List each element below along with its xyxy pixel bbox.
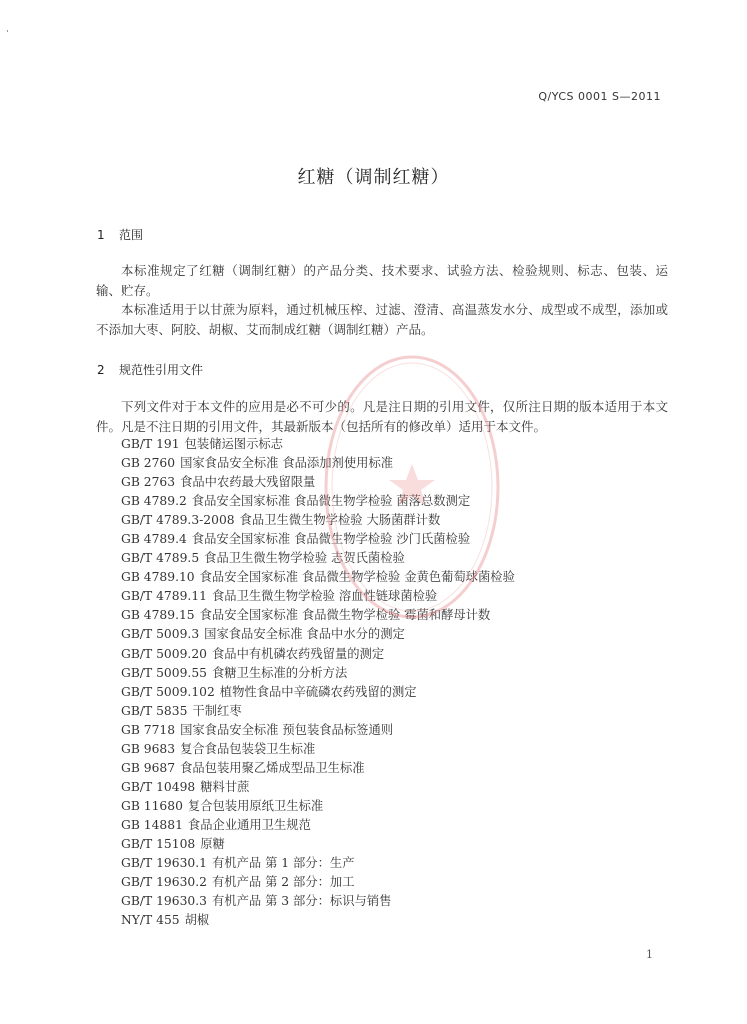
reference-title: 包装储运图示标志 bbox=[184, 437, 283, 451]
reference-title: 复合食品包装袋卫生标准 bbox=[180, 741, 316, 756]
reference-item bbox=[121, 492, 515, 511]
reference-item bbox=[121, 854, 515, 873]
reference-code: GB 14881 bbox=[121, 817, 183, 832]
section-1-title: 范围 bbox=[119, 228, 144, 242]
reference-title: 食品安全国家标准 食品微生物学检验 沙门氏菌检验 bbox=[191, 532, 471, 547]
reference-code: GB/T 19630.3 bbox=[121, 894, 207, 909]
reference-item bbox=[121, 473, 515, 492]
reference-title: 食品安全国家标准 食品微生物学检验 菌落总数测定 bbox=[191, 494, 471, 509]
reference-code: GB/T 5009.55 bbox=[121, 665, 207, 680]
section-1-heading bbox=[97, 226, 143, 243]
reference-title: 食品包装用聚乙烯成型品卫生标准 bbox=[180, 760, 365, 775]
reference-item bbox=[121, 797, 515, 816]
reference-title: 食品中农药最大残留限量 bbox=[180, 475, 316, 490]
reference-item bbox=[121, 625, 515, 644]
page-number: 1 bbox=[646, 948, 653, 961]
reference-item bbox=[121, 911, 515, 930]
reference-code: GB/T 4789.3-2008 bbox=[121, 513, 235, 528]
reference-item bbox=[121, 721, 515, 740]
reference-item bbox=[121, 892, 515, 911]
reference-title: 有机产品 第 1 部分：生产 bbox=[211, 856, 355, 871]
reference-item bbox=[121, 683, 515, 702]
standard-code: Q/YCS 0001 S—2011 bbox=[538, 90, 661, 103]
reference-title: 食品卫生微生物学检验 志贺氏菌检验 bbox=[204, 551, 405, 566]
section-2-title: 规范性引用文件 bbox=[119, 363, 204, 377]
reference-item bbox=[121, 568, 515, 587]
reference-item bbox=[121, 435, 515, 454]
reference-title: 糖料甘蔗 bbox=[200, 779, 250, 794]
reference-code: GB 11680 bbox=[121, 798, 183, 813]
reference-code: GB/T 4789.11 bbox=[121, 589, 207, 604]
reference-title: 食品卫生微生物学检验 大肠菌群计数 bbox=[239, 513, 441, 528]
reference-item bbox=[121, 778, 515, 797]
reference-title: 国家食品安全标准 预包装食品标签通则 bbox=[180, 722, 394, 737]
reference-title: 食品卫生微生物学检验 溶血性链球菌检验 bbox=[211, 589, 438, 604]
section-1-paragraph-1: 本标准规定了红糖（调制红糖）的产品分类、技术要求、试验方法、检验规则、标志、包装、运输、贮存。 bbox=[96, 263, 668, 298]
reference-code: GB/T 5009.102 bbox=[121, 684, 215, 699]
scan-mark bbox=[7, 30, 8, 32]
reference-title: 食糖卫生标准的分析方法 bbox=[211, 665, 348, 680]
reference-title: 国家食品安全标准 食品中水分的测定 bbox=[204, 627, 405, 642]
reference-item bbox=[121, 606, 515, 625]
reference-code: GB/T 4789.5 bbox=[121, 551, 200, 566]
reference-title: 有机产品 第 3 部分：标识与销售 bbox=[211, 894, 392, 909]
reference-title: 胡椒 bbox=[184, 913, 210, 928]
document-title: 红糖（调制红糖） bbox=[297, 167, 450, 188]
reference-item bbox=[121, 664, 515, 683]
reference-item bbox=[121, 873, 515, 892]
reference-code: GB 4789.4 bbox=[121, 532, 187, 547]
reference-code: GB/T 19630.2 bbox=[121, 875, 207, 890]
reference-code: GB 2760 bbox=[121, 456, 176, 471]
reference-title: 植物性食品中辛硫磷农药残留的测定 bbox=[219, 684, 417, 699]
reference-code: GB/T 15108 bbox=[121, 836, 196, 851]
reference-title: 食品安全国家标准 食品微生物学检验 金黄色葡萄球菌检验 bbox=[199, 570, 515, 585]
reference-code: GB/T 10498 bbox=[121, 779, 196, 794]
reference-item bbox=[121, 835, 515, 854]
reference-code: NY/T 455 bbox=[121, 913, 180, 928]
section-1-paragraph-2: 本标准适用于以甘蔗为原料，通过机械压榨、过滤、澄清、高温蒸发水分、成型或不成型，添加或不添加大枣、阿胶、胡椒、艾而制成红糖（调制红糖）产品。 bbox=[96, 302, 668, 337]
reference-item bbox=[121, 454, 515, 473]
reference-title: 有机产品 第 2 部分：加工 bbox=[211, 875, 355, 890]
reference-code: GB 7718 bbox=[121, 722, 176, 737]
reference-code: GB/T 5009.3 bbox=[121, 627, 200, 642]
reference-title: 食品安全国家标准 食品微生物学检验 霉菌和酵母计数 bbox=[199, 608, 491, 623]
reference-item bbox=[121, 645, 515, 664]
reference-code: GB 2763 bbox=[121, 475, 176, 490]
reference-item bbox=[121, 549, 515, 568]
reference-item bbox=[121, 759, 515, 778]
section-2-intro: 下列文件对于本文件的应用是必不可少的。凡是注日期的引用文件，仅所注日期的版本适用于本文件。凡是不注日期的引用文件，其最新版本（包括所有的修改单）适用于本文件。 bbox=[96, 399, 668, 434]
reference-item bbox=[121, 587, 515, 606]
reference-item bbox=[121, 740, 515, 759]
reference-title: 原糖 bbox=[200, 836, 225, 851]
reference-title: 食品企业通用卫生规范 bbox=[187, 817, 311, 832]
reference-title: 干制红枣 bbox=[192, 703, 242, 718]
reference-title: 国家食品安全标准 食品添加剂使用标准 bbox=[180, 456, 394, 471]
reference-title: 食品中有机磷农药残留量的测定 bbox=[211, 646, 385, 661]
reference-title: 复合包装用原纸卫生标准 bbox=[187, 798, 324, 813]
reference-item bbox=[121, 511, 515, 530]
reference-code: GB/T 19630.1 bbox=[121, 856, 207, 871]
section-2-heading bbox=[97, 361, 203, 378]
section-1-number: 1 bbox=[97, 228, 105, 242]
reference-code: GB 9687 bbox=[121, 760, 176, 775]
reference-code: GB 4789.10 bbox=[121, 570, 195, 585]
reference-code: GB 9683 bbox=[121, 741, 176, 756]
reference-item bbox=[121, 530, 515, 549]
reference-item bbox=[121, 816, 515, 835]
reference-list bbox=[121, 435, 515, 930]
reference-item bbox=[121, 702, 515, 721]
reference-code: GB/T 5009.20 bbox=[121, 646, 207, 661]
reference-code: GB/T 191 bbox=[121, 437, 180, 451]
reference-code: GB 4789.2 bbox=[121, 494, 187, 509]
reference-code: GB/T 5835 bbox=[121, 703, 188, 718]
reference-code: GB 4789.15 bbox=[121, 608, 195, 623]
section-2-number: 2 bbox=[97, 363, 105, 377]
